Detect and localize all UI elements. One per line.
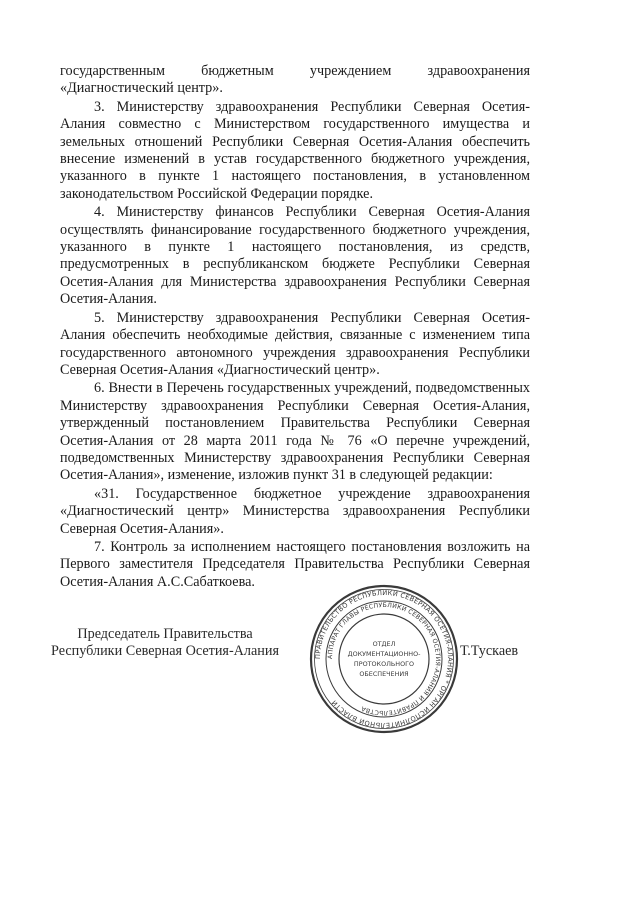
seal-inner-ring <box>339 614 429 704</box>
paragraph-item-3: 3. Министерству здравоохранения Республики Северная Осетия-Алания совместно с Министерством государственного имущества и земельных отношений Республики Северная Осетия-Алания обеспечить внесение изменений в устав государственного бюджетного учреждения, указанного в пункте 1 настоящего постановления, в установленном законодательством Российской Федерации порядке. <box>60 98 530 202</box>
signatory-name: Т.Тускаев <box>460 643 519 659</box>
paragraph-item-31-quote: «31. Государственное бюджетное учреждение здравоохранения «Диагностический центр» Министерства здравоохранения Республики Северная Осетия-Алания». <box>60 485 530 537</box>
official-seal <box>308 583 460 735</box>
seal-ring-3 <box>326 601 442 717</box>
seal-center-line-1: ОТДЕЛ <box>372 640 396 648</box>
paragraph-item-7: 7. Контроль за исполнением настоящего постановления возложить на Первого заместителя Председателя Правительства Республики Северная Осетия-Алания А.С.Сабаткоева. <box>60 538 530 590</box>
paragraph-item-4: 4. Министерству финансов Республики Северная Осетия-Алания осуществлять финансирование государственного бюджетного учреждения, указанного в пункте 1 настоящего постановления, из средств, предусмотренных в республиканском бюджете Республики Северная Осетия-Алания для Министерства здравоохранения Республики Северная Осетия-Алания. <box>60 204 530 308</box>
seal-center-line-2: ДОКУМЕНТАЦИОННО- <box>347 650 421 658</box>
signatory-title <box>20 626 310 661</box>
seal-outer-text: ПРАВИТЕЛЬСТВО РЕСПУБЛИКИ СЕВЕРНАЯ ОСЕТИЯ-АЛАНИЯ * ОРГАН ИСПОЛНИТЕЛЬНОЙ ВЛАСТИ <box>313 588 455 730</box>
paragraph-item-6: 6. Внести в Перечень государственных учреждений, подведомственных Министерству здравоохранения Республики Северная Осетия-Алания, утвержденный постановлением Правительства Республики Северная Осетия-Алания от 28 марта 2011 года № 76 «О перечне учреждений, подведомственных Министерству здравоохранения Республики Северная Осетия-Алания», изменение, изложив пункт 31 в следующей редакции: <box>60 380 530 484</box>
signatory-title-line-2: Республики Северная Осетия-Алания <box>50 643 279 660</box>
seal-inner-text: АППАРАТ ГЛАВЫ РЕСПУБЛИКИ СЕВЕРНАЯ ОСЕТИЯ-АЛАНИЯ И ПРАВИТЕЛЬСТВА <box>326 601 442 717</box>
paragraph-item-5: 5. Министерству здравоохранения Республики Северная Осетия-Алания обеспечить необходимые действия, связанные с изменением типа государственного автономного учреждения здравоохранения Республики Северная Осетия-Алания «Диагностический центр». <box>60 309 530 378</box>
seal-center-line-3: ПРОТОКОЛЬНОГО <box>353 660 415 668</box>
signatory-title-line-1: Председатель Правительства <box>77 626 253 642</box>
document-body <box>60 63 530 592</box>
seal-center-line-4: ОБЕСПЕЧЕНИЯ <box>359 670 409 678</box>
paragraph-continuation: государственным бюджетным учреждением здравоохранения «Диагностический центр». <box>60 63 530 97</box>
